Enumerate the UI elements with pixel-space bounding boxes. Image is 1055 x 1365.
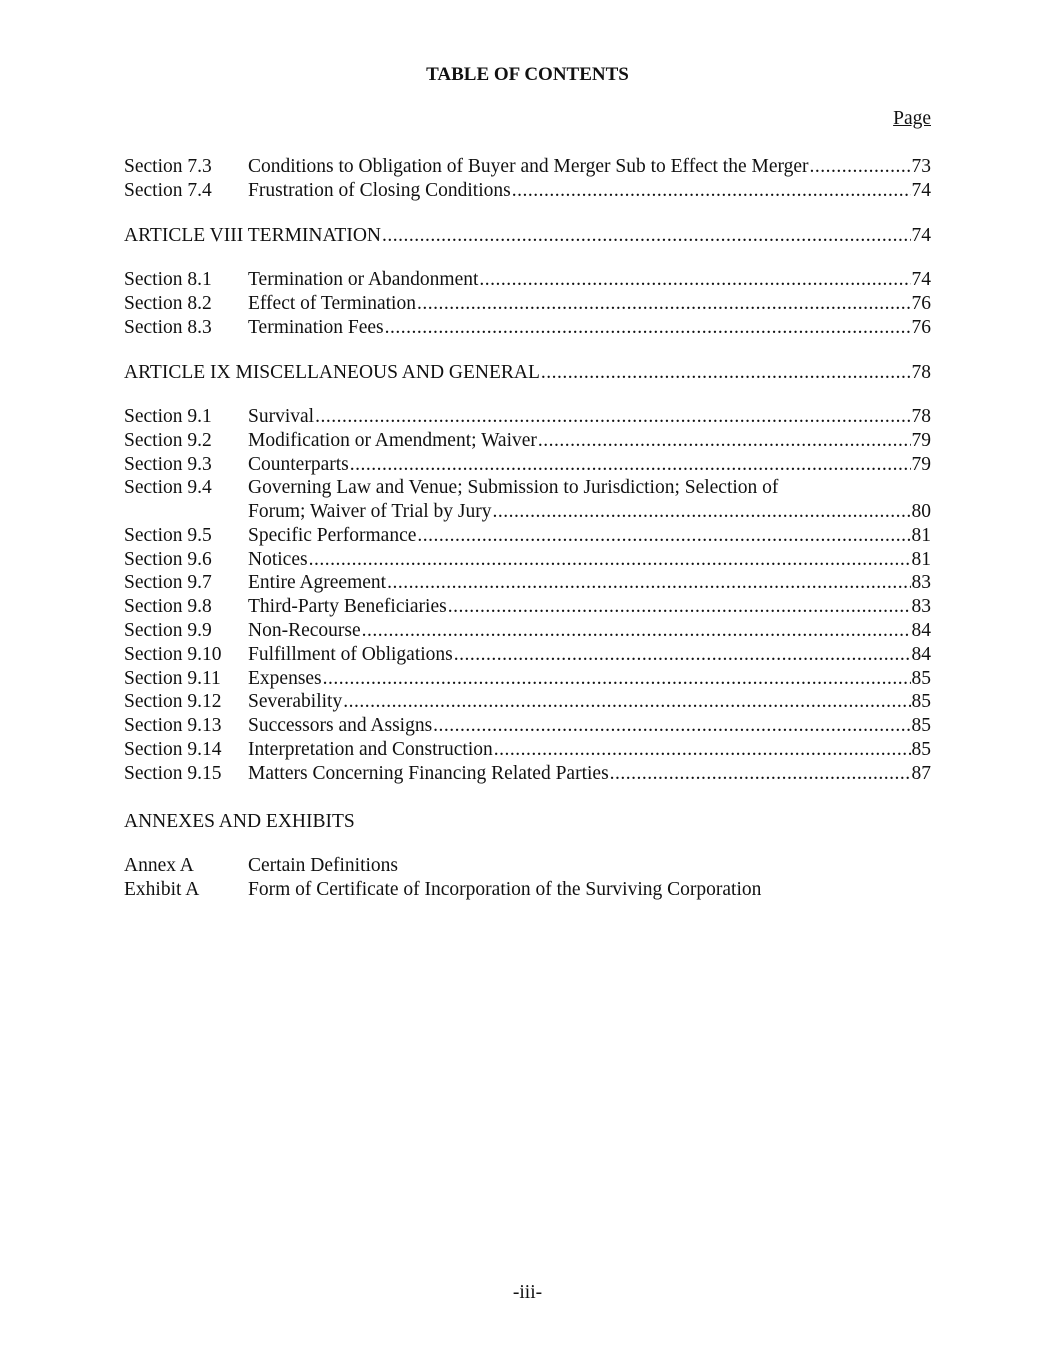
toc-entry[interactable] bbox=[124, 762, 931, 786]
toc-entry-title: Entire Agreement bbox=[248, 572, 387, 593]
toc-section-number: Section 9.11 bbox=[124, 668, 221, 689]
toc-entry-title: Matters Concerning Financing Related Parties bbox=[248, 763, 609, 784]
toc-section-number: Section 9.6 bbox=[124, 549, 212, 570]
page-title: TABLE OF CONTENTS bbox=[426, 64, 629, 85]
leader-dots bbox=[323, 667, 911, 691]
leader-dots bbox=[538, 429, 911, 453]
toc-entry[interactable] bbox=[124, 268, 931, 292]
toc-page-number: 78 bbox=[911, 406, 931, 427]
toc-entry[interactable] bbox=[124, 643, 931, 667]
toc-entry-title: Successors and Assigns bbox=[248, 715, 433, 736]
toc-entry[interactable] bbox=[124, 619, 931, 643]
toc-section-number: Section 9.8 bbox=[124, 596, 212, 617]
toc-entry-title: Third-Party Beneficiaries bbox=[248, 596, 447, 617]
leader-dots bbox=[454, 643, 911, 667]
annex-title: Certain Definitions bbox=[248, 855, 399, 876]
toc-article-title: ARTICLE IX MISCELLANEOUS AND GENERAL bbox=[124, 362, 540, 383]
toc-section-number: Section 9.9 bbox=[124, 620, 212, 641]
toc-entry-title: Effect of Termination bbox=[248, 293, 416, 314]
toc-entry[interactable] bbox=[124, 690, 931, 714]
annex-title: Form of Certificate of Incorporation of the Surviving Corporation bbox=[248, 879, 762, 900]
leader-dots bbox=[343, 690, 910, 714]
toc-entry[interactable] bbox=[124, 179, 931, 203]
toc-entry-title: Survival bbox=[248, 406, 315, 427]
toc-entry-title: Specific Performance bbox=[248, 525, 417, 546]
leader-dots bbox=[492, 500, 910, 524]
toc-section-number: Section 8.2 bbox=[124, 293, 212, 314]
toc-section-number: Section 7.4 bbox=[124, 180, 212, 201]
toc-entry[interactable] bbox=[124, 429, 931, 453]
leader-dots bbox=[541, 361, 911, 385]
toc-section-number: Section 9.7 bbox=[124, 572, 212, 593]
toc-entry[interactable] bbox=[124, 292, 931, 316]
toc-entry[interactable] bbox=[124, 476, 931, 500]
toc-entry-title: Termination Fees bbox=[248, 317, 384, 338]
toc-page-number: 85 bbox=[911, 739, 931, 760]
annex-label: Annex A bbox=[124, 855, 194, 876]
toc-page-number: 76 bbox=[911, 317, 931, 338]
leader-dots bbox=[309, 548, 911, 572]
toc-section-number: Section 9.12 bbox=[124, 691, 222, 712]
toc-page-number: 74 bbox=[911, 225, 931, 246]
toc-article-ix[interactable] bbox=[124, 361, 931, 385]
toc-entry[interactable] bbox=[124, 524, 931, 548]
leader-dots bbox=[512, 179, 911, 203]
toc-page-number: 76 bbox=[911, 293, 931, 314]
toc-page-number: 78 bbox=[911, 362, 931, 383]
toc-page-number: 83 bbox=[911, 596, 931, 617]
toc-section-number: Section 9.10 bbox=[124, 644, 222, 665]
toc-entry-title: Expenses bbox=[248, 668, 322, 689]
leader-dots bbox=[382, 224, 911, 248]
leader-dots bbox=[417, 292, 911, 316]
toc-entry-title: Governing Law and Venue; Submission to Jurisdiction; Selection of bbox=[248, 477, 779, 498]
toc-entry[interactable] bbox=[124, 714, 931, 738]
leader-dots bbox=[385, 316, 911, 340]
toc-article-title: ARTICLE VIII TERMINATION bbox=[124, 225, 381, 246]
toc-page-number: 73 bbox=[911, 156, 931, 177]
toc-page-number: 81 bbox=[911, 525, 931, 546]
leader-dots bbox=[315, 405, 910, 429]
leader-dots bbox=[433, 714, 910, 738]
toc-page-number: 85 bbox=[911, 691, 931, 712]
leader-dots bbox=[479, 268, 910, 292]
toc-section-number: Section 8.3 bbox=[124, 317, 212, 338]
leader-dots bbox=[494, 738, 911, 762]
annex-label: Exhibit A bbox=[124, 879, 200, 900]
toc-page-number: 83 bbox=[911, 572, 931, 593]
leader-dots bbox=[448, 595, 911, 619]
toc-entry[interactable] bbox=[124, 571, 931, 595]
toc-page-number: 74 bbox=[911, 269, 931, 290]
toc-entry-title: Forum; Waiver of Trial by Jury bbox=[248, 501, 492, 522]
toc-entry-continuation[interactable] bbox=[124, 500, 931, 524]
toc-section-number: Section 7.3 bbox=[124, 156, 212, 177]
toc-entry-title: Conditions to Obligation of Buyer and Merger Sub to Effect the Merger bbox=[248, 156, 809, 177]
leader-dots bbox=[610, 762, 911, 786]
leader-dots bbox=[417, 524, 910, 548]
toc-section-number: Section 9.2 bbox=[124, 430, 212, 451]
toc-section-number: Section 8.1 bbox=[124, 269, 212, 290]
toc-entry[interactable] bbox=[124, 155, 931, 179]
toc-section-number: Section 9.3 bbox=[124, 454, 212, 475]
toc-entry[interactable] bbox=[124, 453, 931, 477]
toc-page-number: 84 bbox=[911, 644, 931, 665]
toc-page-number: 84 bbox=[911, 620, 931, 641]
toc-page-number: 81 bbox=[911, 549, 931, 570]
toc-page-number: 80 bbox=[911, 501, 931, 522]
toc-entry[interactable] bbox=[124, 548, 931, 572]
toc-page-number: 87 bbox=[911, 763, 931, 784]
toc-entry-title: Severability bbox=[248, 691, 343, 712]
toc-entry[interactable] bbox=[124, 316, 931, 340]
annex-entry[interactable] bbox=[124, 854, 931, 878]
toc-page-number: 85 bbox=[911, 668, 931, 689]
toc-entry-title: Interpretation and Construction bbox=[248, 739, 493, 760]
page-column-header: Page bbox=[893, 108, 931, 129]
toc-entry[interactable] bbox=[124, 595, 931, 619]
toc-page-number: 79 bbox=[911, 430, 931, 451]
toc-entry-title: Fulfillment of Obligations bbox=[248, 644, 453, 665]
toc-section-number: Section 9.13 bbox=[124, 715, 222, 736]
leader-dots bbox=[362, 619, 911, 643]
toc-entry-title: Counterparts bbox=[248, 454, 349, 475]
toc-entry-title: Notices bbox=[248, 549, 308, 570]
toc-entry-title: Non-Recourse bbox=[248, 620, 361, 641]
annexes-heading bbox=[124, 810, 931, 834]
leader-dots bbox=[387, 571, 910, 595]
toc-section-number: Section 9.5 bbox=[124, 525, 212, 546]
leader-dots bbox=[810, 155, 911, 179]
toc-article-viii[interactable] bbox=[124, 224, 931, 248]
toc-entry-title: Frustration of Closing Conditions bbox=[248, 180, 511, 201]
toc-entry[interactable] bbox=[124, 405, 931, 429]
footer-page-number: -iii- bbox=[512, 1282, 543, 1303]
toc-entry-title: Termination or Abandonment bbox=[248, 269, 479, 290]
toc-entry[interactable] bbox=[124, 738, 931, 762]
toc-section-number: Section 9.15 bbox=[124, 763, 222, 784]
annex-entry[interactable] bbox=[124, 878, 931, 902]
annexes-heading-text: ANNEXES AND EXHIBITS bbox=[124, 811, 355, 832]
toc-entry-title: Modification or Amendment; Waiver bbox=[248, 430, 537, 451]
toc-page-number: 79 bbox=[911, 454, 931, 475]
toc-section-number: Section 9.1 bbox=[124, 406, 212, 427]
toc-page-number: 74 bbox=[911, 180, 931, 201]
toc-section-number: Section 9.14 bbox=[124, 739, 222, 760]
leader-dots bbox=[350, 453, 911, 477]
toc-page-number: 85 bbox=[911, 715, 931, 736]
toc-entry[interactable] bbox=[124, 667, 931, 691]
toc-section-number: Section 9.4 bbox=[124, 477, 212, 498]
